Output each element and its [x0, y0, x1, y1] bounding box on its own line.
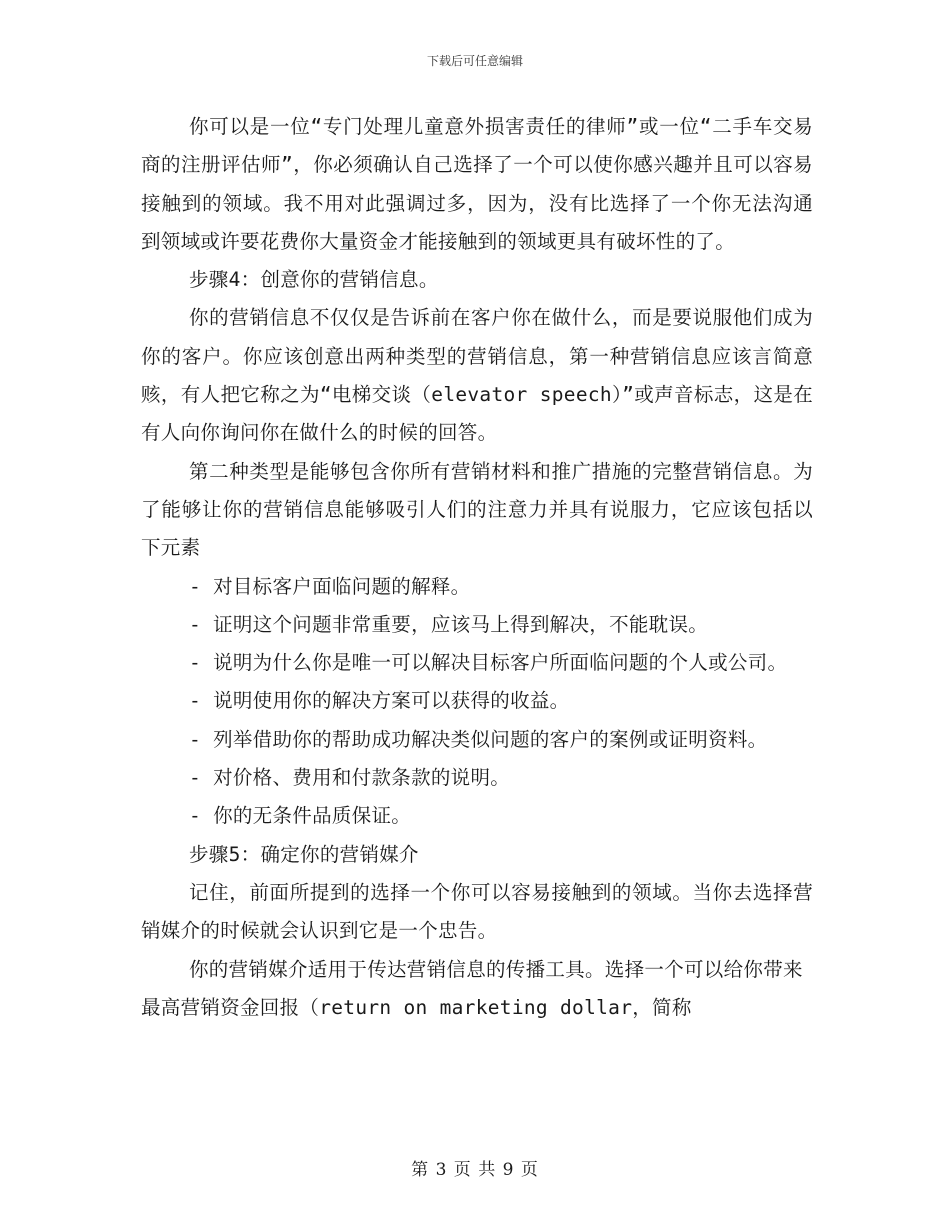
paragraph-second-type: 第二种类型是能够包含你所有营销材料和推广措施的完整营销信息。为了能够让你的营销信息能够吸引人们的注意力并具有说服力，它应该包括以下元素 [141, 459, 813, 560]
paragraph-marketing-message: 你的营销信息不仅仅是告诉前在客户你在做什么，而是要说服他们成为你的客户。你应该创意出两种类型的营销信息，第一种营销信息应该言简意赅，有人把它称之为“电梯交谈（elevator speech）”或声音标志，这是在有人向你询问你在做什么的时候的回答。 [141, 306, 813, 445]
document-body [141, 108, 813, 1027]
list-item: - 证明这个问题非常重要，应该马上得到解决，不能耽误。 [189, 612, 709, 636]
list-item: - 对目标客户面临问题的解释。 [189, 574, 471, 598]
list-item: - 你的无条件品质保证。 [189, 804, 412, 828]
list-item: - 对价格、费用和付款条款的说明。 [189, 766, 511, 790]
paragraph-marketing-media: 你的营销媒介适用于传达营销信息的传播工具。选择一个可以给你带来最高营销资金回报（return on marketing dollar，简称 [141, 957, 803, 1019]
paragraph-remember: 记住，前面所提到的选择一个你可以容易接触到的领域。当你去选择营销媒介的时候就会认识到它是一个忠告。 [141, 880, 813, 943]
page-header: 下载后可任意编辑 [426, 54, 523, 68]
list-item: - 列举借助你的帮助成功解决类似问题的客户的案例或证明资料。 [189, 727, 768, 751]
page-footer: 第 3 页 共 9 页 [411, 1160, 539, 1180]
list-item: - 说明使用你的解决方案可以获得的收益。 [189, 689, 570, 713]
paragraph-field-choice: 你可以是一位“专门处理儿童意外损害责任的律师”或一位“二手车交易商的注册评估师”，你必须确认自己选择了一个可以使你感兴趣并且可以容易接触到的领域。我不用对此强调过多，因为，没有比选择了一个你无法沟通到领域或许要花费你大量资金才能接触到的领域更具有破坏性的了。 [141, 115, 813, 253]
step-4-heading: 步骤4：创意你的营销信息。 [189, 268, 439, 292]
list-item: - 说明为什么你是唯一可以解决目标客户所面临问题的个人或公司。 [189, 651, 788, 675]
step-5-heading: 步骤5：确定你的营销媒介 [189, 842, 419, 866]
